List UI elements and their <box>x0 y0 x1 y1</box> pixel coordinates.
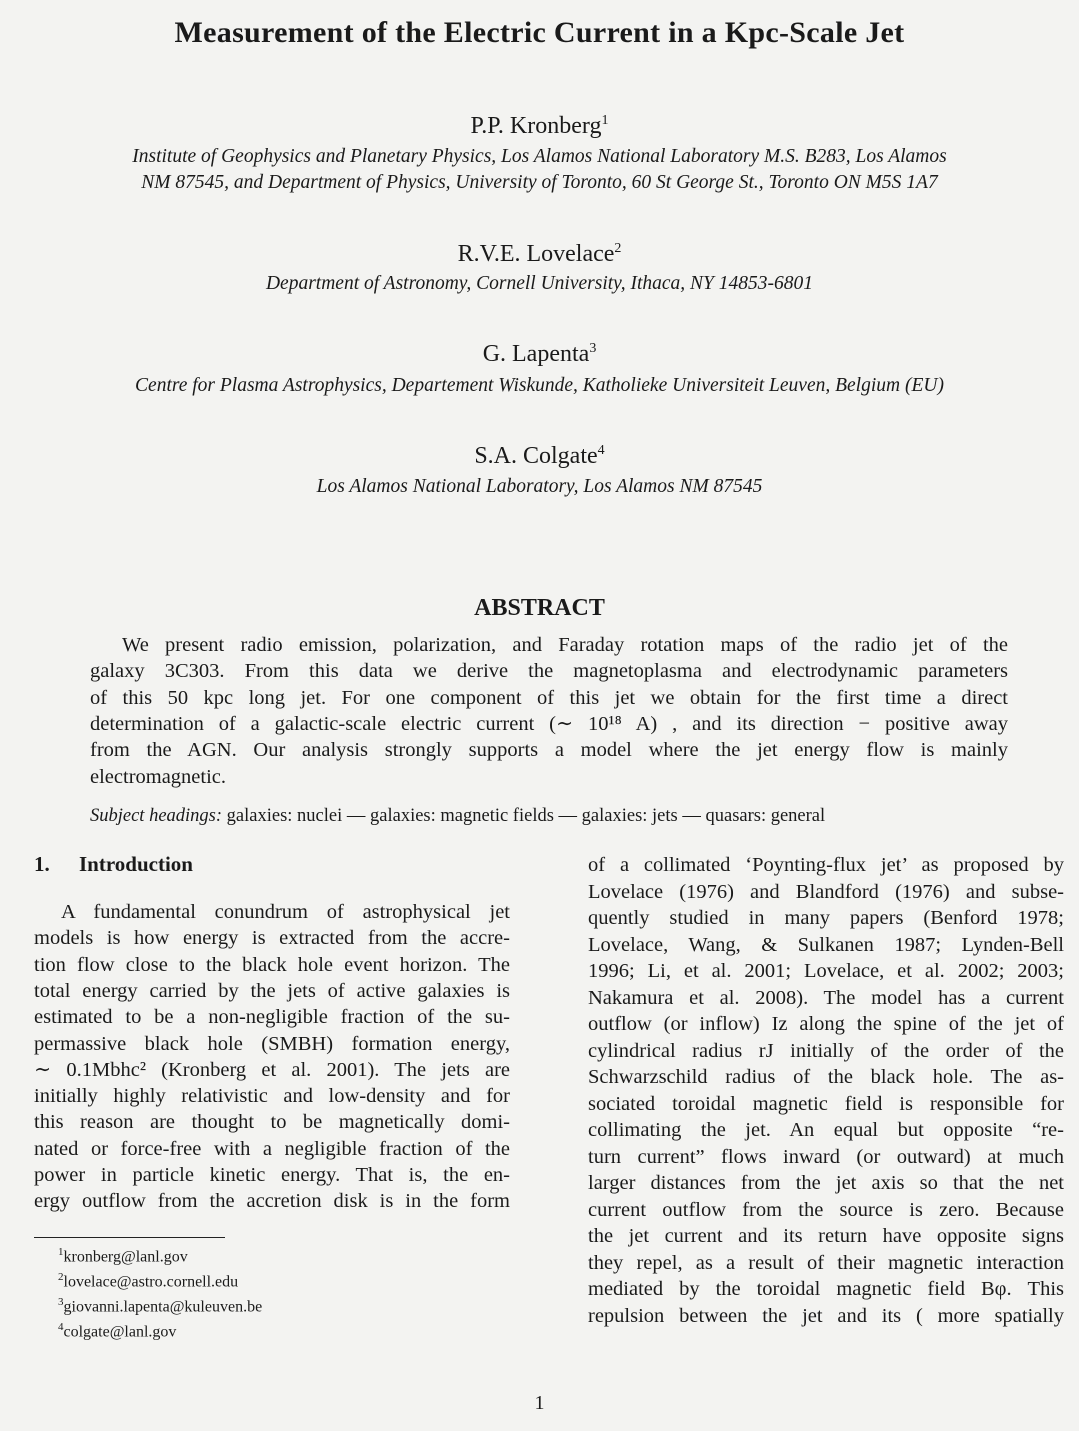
footnote <box>58 1246 188 1266</box>
author-affiliation: Institute of Geophysics and Planetary Physics, Los Alamos National Laboratory M.S. B283, Los Alamos <box>132 146 947 167</box>
subject-headings-label: Subject headings: <box>90 806 223 826</box>
footnote-mark: 2 <box>614 241 622 256</box>
footnote <box>58 1296 262 1316</box>
author-name <box>0 341 1079 368</box>
footnote-email: colgate@lanl.gov <box>63 1323 177 1341</box>
text-line: from the AGN. Our analysis strongly supports a model where the jet energy flow is mainly <box>90 739 1008 762</box>
text-line: nated or force-free with a negligible fraction of the <box>34 1137 510 1160</box>
page-number: 1 <box>534 1392 545 1414</box>
footnote-email: giovanni.lapenta@kuleuven.be <box>63 1298 263 1316</box>
footnote-divider <box>34 1237 225 1238</box>
text-line: A fundamental conundrum of astrophysical jet <box>61 901 510 923</box>
text-line: cylindrical radius rJ initially of the order of the <box>588 1039 1064 1062</box>
text-line: this reason are thought to be magnetically domi- <box>34 1111 510 1134</box>
footnote-mark: 3 <box>589 341 597 356</box>
text-line: initially highly relativistic and low-density and for <box>34 1085 510 1108</box>
text-line: electromagnetic. <box>90 765 227 788</box>
text-line: determination of a galactic-scale electric current (∼ 10¹⁸ A) , and its direction − positive away <box>90 712 1008 735</box>
text-line: ergy outflow from the accretion disk is in the form <box>34 1190 510 1213</box>
text-line: sociated toroidal magnetic field is responsible for <box>588 1092 1064 1115</box>
footnote-mark: 1 <box>601 113 609 128</box>
text-line: models is how energy is extracted from the accre- <box>34 927 510 950</box>
footnote-mark: 2 <box>58 1271 64 1283</box>
author-name <box>0 113 1079 140</box>
text-line: of a collimated ‘Poynting-flux jet’ as proposed by <box>588 854 1064 876</box>
text-line: repulsion between the jet and its ( more spatially <box>588 1304 1064 1327</box>
text-line: 1996; Li, et al. 2001; Lovelace, et al. 2002; 2003; <box>588 960 1064 982</box>
text-line: total energy carried by the jets of active galaxies is <box>34 979 510 1002</box>
text-line: Nakamura et al. 2008). The model has a current <box>588 986 1064 1009</box>
footnote-mark: 4 <box>58 1321 64 1333</box>
text-line: of this 50 kpc long jet. For one component of this jet we obtain for the first time a direct <box>90 686 1008 709</box>
author-name-text: P.P. Kronberg <box>470 113 602 139</box>
author-name-text: G. Lapenta <box>482 341 590 367</box>
text-line: Schwarzschild radius of the black hole. The as- <box>588 1066 1064 1088</box>
section-title: Introduction <box>79 852 193 876</box>
subject-headings <box>90 806 825 827</box>
text-line: power in particle kinetic energy. That is, the en- <box>34 1164 510 1186</box>
section-number: 1. <box>34 852 50 876</box>
text-line: galaxy 3C303. From this data we derive the magnetoplasma and electrodynamic parameters <box>90 660 1008 683</box>
text-line: quently studied in many papers (Benford 1978; <box>588 907 1064 929</box>
footnote <box>58 1321 176 1341</box>
text-line: Lovelace (1976) and Blandford (1976) and subse- <box>588 880 1064 903</box>
abstract-heading: ABSTRACT <box>474 595 605 621</box>
text-line: outflow (or inflow) Iz along the spine of the jet of <box>588 1013 1064 1035</box>
footnote-email: kronberg@lanl.gov <box>63 1248 188 1266</box>
text-line: larger distances from the jet axis so that the net <box>588 1172 1064 1194</box>
text-line: turn current” flows inward (or outward) at much <box>588 1145 1064 1168</box>
text-line: current outflow from the source is zero. Because <box>588 1198 1064 1221</box>
author-affiliation: Centre for Plasma Astrophysics, Departement Wiskunde, Katholieke Universiteit Leuven, Belgium (EU) <box>135 375 944 396</box>
text-line: mediated by the toroidal magnetic field Bφ. This <box>588 1278 1064 1300</box>
footnote-mark: 3 <box>58 1296 64 1308</box>
text-line: permassive black hole (SMBH) formation energy, <box>34 1032 510 1055</box>
author-affiliation: Los Alamos National Laboratory, Los Alamos NM 87545 <box>316 476 763 497</box>
author-affiliation: Department of Astronomy, Cornell University, Ithaca, NY 14853-6801 <box>265 273 814 294</box>
text-line: they repel, as a result of their magnetic interaction <box>588 1251 1064 1274</box>
text-line: the jet current and its return have opposite signs <box>588 1225 1064 1247</box>
text-line: ∼ 0.1Mbhc² (Kronberg et al. 2001). The jets are <box>34 1058 510 1081</box>
text-line: Lovelace, Wang, & Sulkanen 1987; Lynden-Bell <box>588 933 1064 956</box>
section-heading <box>34 852 193 877</box>
footnote-email: lovelace@astro.cornell.edu <box>63 1273 239 1291</box>
text-line: We present radio emission, polarization, and Faraday rotation maps of the radio jet of the <box>122 634 1008 656</box>
text-line: tion flow close to the black hole event horizon. The <box>34 953 510 976</box>
text-line: collimating the jet. An equal but opposite “re- <box>588 1119 1064 1141</box>
subject-headings-text: galaxies: nuclei — galaxies: magnetic fields — galaxies: jets — quasars: general <box>226 806 826 826</box>
author-name <box>0 443 1079 470</box>
footnote <box>58 1271 238 1291</box>
author-name-text: R.V.E. Lovelace <box>457 241 615 267</box>
author-name <box>0 241 1079 268</box>
author-name-text: S.A. Colgate <box>474 443 598 469</box>
footnote-mark: 1 <box>58 1246 64 1258</box>
text-line: estimated to be a non-negligible fraction of the su- <box>34 1006 510 1029</box>
author-affiliation: NM 87545, and Department of Physics, University of Toronto, 60 St George St., Toronto ON M5S 1A7 <box>141 172 938 193</box>
footnote-mark: 4 <box>597 443 605 458</box>
paper-title: Measurement of the Electric Current in a Kpc-Scale Jet <box>174 16 905 49</box>
